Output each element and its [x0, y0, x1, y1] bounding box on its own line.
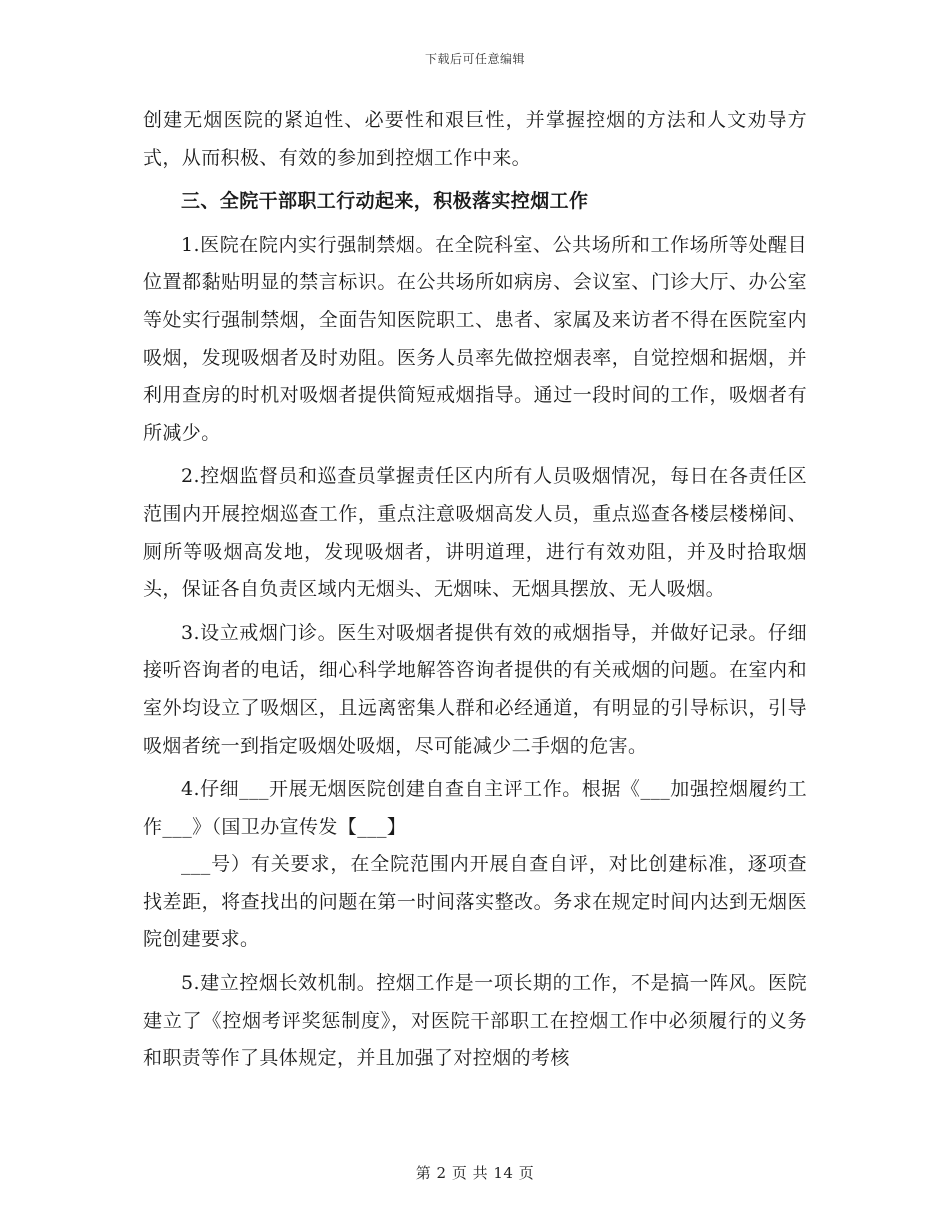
- paragraph-item-4-continued: ___号）有关要求，在全院范围内开展自查自评，对比创建标准，逐项查找差距，将查找出的问题在第一时间落实整改。务求在规定时间内达到无烟医院创建要求。: [143, 853, 807, 951]
- paragraph-item-1: 1.医院在院内实行强制禁烟。在全院科室、公共场所和工作场所等处醒目位置都黏贴明显的禁言标识。在公共场所如病房、会议室、门诊大厅、办公室等处实行强制禁烟，全面告知医院职工、患者、家属及来访者不得在医院室内吸烟，发现吸烟者及时劝阻。医务人员率先做控烟表率，自觉控烟和据烟，并利用查房的时机对吸烟者提供简短戒烟指导。通过一段时间的工作，吸烟者有所减少。: [143, 233, 807, 444]
- page-number: 第 2 页 共 14 页: [415, 1164, 535, 1182]
- paragraph-intro-continued: 创建无烟医院的紧迫性、必要性和艰巨性，并掌握控烟的方法和人文劝导方式，从而积极、有效的参加到控烟工作中来。: [143, 109, 807, 169]
- paragraph-item-4: 4.仔细___开展无烟医院创建自查自主评工作。根据《___加强控烟履约工作___》（国卫办宣传发【___】: [143, 778, 807, 838]
- section-heading-3: 三、全院干部职工行动起来，积极落实控烟工作: [181, 190, 589, 213]
- document-body: [143, 102, 807, 1084]
- paragraph-item-2: 2.控烟监督员和巡查员掌握责任区内所有人员吸烟情况，每日在各责任区范围内开展控烟巡查工作，重点注意吸烟高发人员，重点巡查各楼层楼梯间、厕所等吸烟高发地，发现吸烟者，讲明道理，进行有效劝阻，并及时拾取烟头，保证各自负责区域内无烟头、无烟味、无烟具摆放、无人吸烟。: [143, 465, 807, 601]
- download-note: 下载后可任意编辑: [424, 52, 525, 66]
- paragraph-item-3: 3.设立戒烟门诊。医生对吸烟者提供有效的戒烟指导，并做好记录。仔细接听咨询者的电话，细心科学地解答咨询者提供的有关戒烟的问题。在室内和室外均设立了吸烟区，且远离密集人群和必经通道，有明显的引导标识，引导吸烟者统一到指定吸烟处吸烟，尽可能减少二手烟的危害。: [143, 621, 807, 757]
- paragraph-item-5: 5.建立控烟长效机制。控烟工作是一项长期的工作，不是搞一阵风。医院建立了《控烟考评奖惩制度》，对医院干部职工在控烟工作中必须履行的义务和职责等作了具体规定，并且加强了对控烟的考核: [143, 972, 807, 1070]
